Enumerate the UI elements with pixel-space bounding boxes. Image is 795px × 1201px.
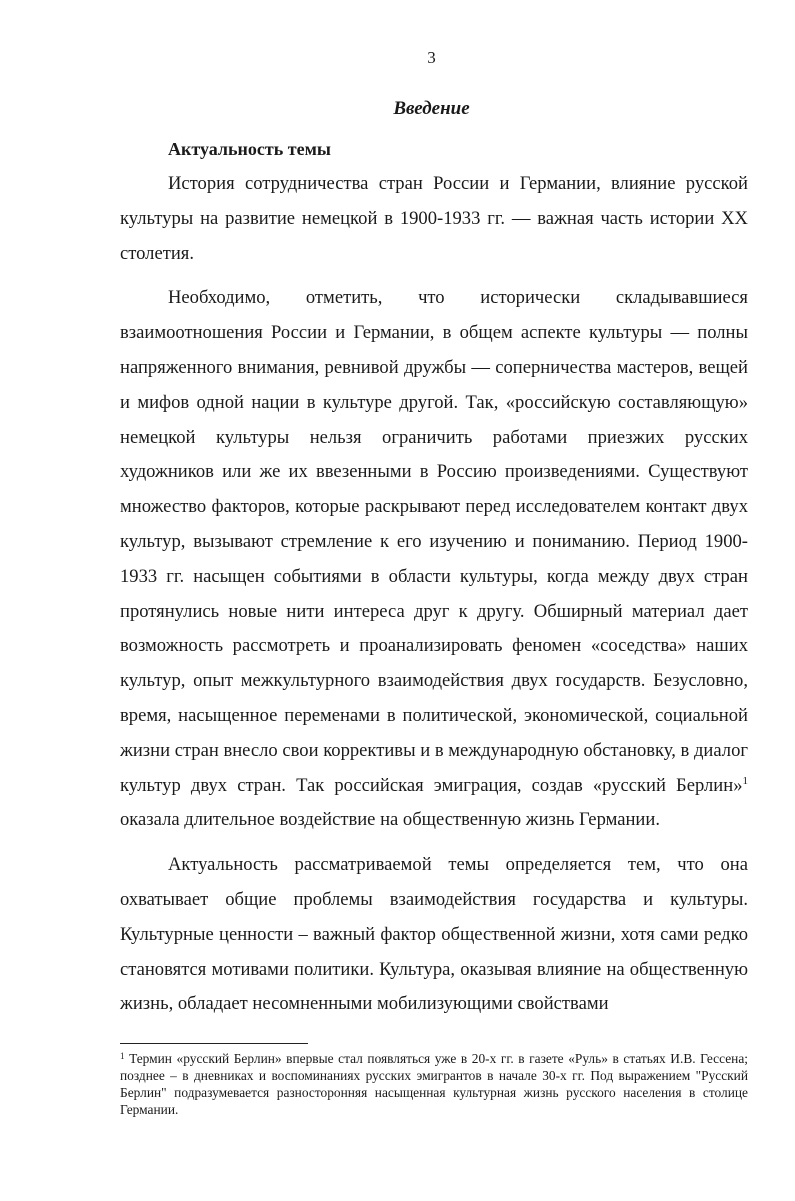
page-number: 3: [427, 48, 436, 67]
paragraph-3: Актуальность рассматриваемой темы определяется тем, что она охватывает общие проблемы взаимодействия государства и культуры. Культурные ценности – важный фактор общественной жизни, хотя сами редко становятся мотивами политики. Культура, оказывая влияние на общественную жизнь, обладает несомненными мобилизующими свойствами: [120, 854, 748, 1015]
emigration-sentence-start: Так российская эмиграция, создав «русский Берлин»: [296, 774, 743, 796]
footnote-mark: 1: [120, 1051, 125, 1061]
footnote-text: Термин «русский Берлин» впервые стал появляться уже в 20-х гг. в газете «Руль» в статьях И.В. Гессена; позднее – в дневниках и воспоминаниях русских эмигрантов в начале 30-х гг. Под выражением "Русский Берлин" подразумевается разносторонняя насыщенная культурная жизнь русского населения в столице Германии.: [120, 1051, 748, 1117]
footnote: [120, 1050, 748, 1118]
footnote-divider: [120, 1043, 308, 1044]
paragraph-1: История сотрудничества стран России и Германии, влияние русской культуры на развитие немецкой в 1900-1933 гг. — важная часть истории XX столетия.: [120, 173, 748, 264]
emigration-sentence-end: оказала длительное воздействие на общественную жизнь Германии.: [120, 809, 660, 831]
paragraph-2: [120, 281, 748, 838]
section-title: Введение: [393, 98, 470, 119]
paragraph-2-text: Необходимо, отметить, что исторически складывавшиеся взаимоотношения России и Германии, в общем аспекте культуры — полны напряженного внимания, ревнивой дружбы — соперничества мастеров, вещей и мифов одной нации в культуре другой. Так, «российскую составляющую» немецкой культуры нельзя ограничить работами приезжих русских художников или же их ввезенными в Россию произведениями. Существуют множество факторов, которые раскрывают перед исследователем контакт двух культур, вызывают стремление к его изучению и пониманию. Период 1900-1933 гг. насыщен событиями в области культуры, когда между двух стран протянулись новые нити интереса друг к другу. Обширный материал дает возможность рассмотреть и проанализировать феномен «соседства» наших культур, опыт межкультурного взаимодействия двух государств. Безусловно, время, насыщенное переменами в политической, экономической, социальной жизни стран внесло свои коррективы и в международную обстановку, в диалог культур двух стран.: [120, 287, 748, 796]
subheading: Актуальность темы: [168, 139, 331, 159]
body-text: [120, 167, 748, 1026]
footnote-reference[interactable]: 1: [742, 774, 748, 787]
